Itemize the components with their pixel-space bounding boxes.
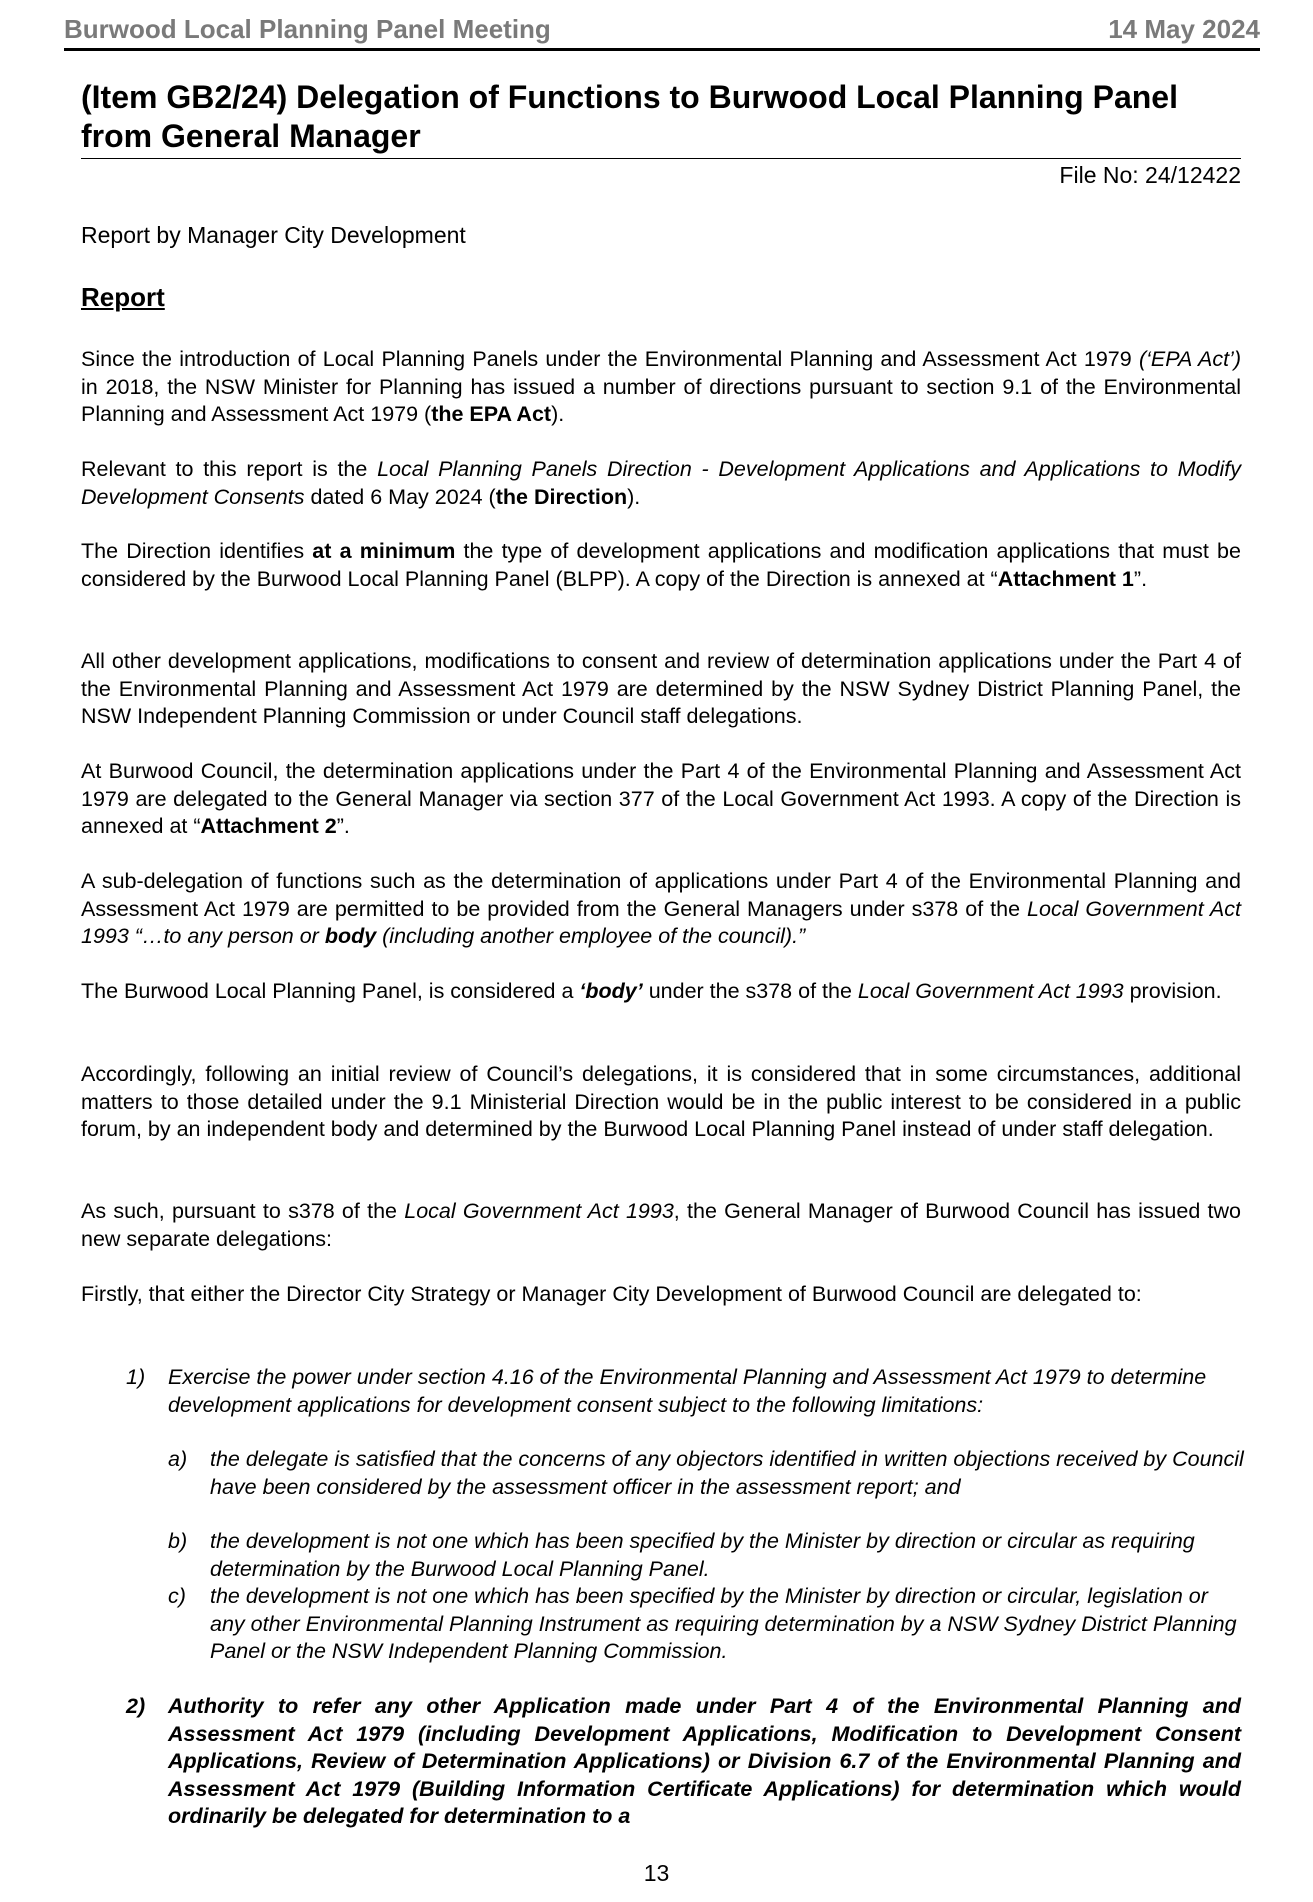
list-item [126,1364,1226,1419]
list-item-text: the development is not one which has been specified by the Minister by direction or circular, legislation or any other Environmental Planning Instrument as requiring determination by a NSW Sydney District Planning Panel or the NSW Independent Planning Commission. [210,1584,1237,1663]
p3-bold: at a minimum [312,539,456,563]
page-number: 13 [643,1860,670,1886]
list-item-text: Exercise the power under section 4.16 of the Environmental Planning and Assessment Act 1979 to determine development applications for development consent subject to the following limitations: [168,1365,1207,1417]
p7-bold-italic: ‘body’ [579,979,643,1003]
paragraph-9 [81,1198,1241,1253]
list-letter: c) [168,1584,186,1608]
paragraph-4: All other development applications, modifications to consent and review of determination applications under the Part 4 of the Environmental Planning and Assessment Act 1979 are determined by the NSW Sydney District Planning Panel, the NSW Independent Planning Commission or under Council staff delegations. [81,649,1241,728]
p7-text: The Burwood Local Planning Panel, is considered a [81,979,580,1003]
section-heading-report: Report [81,282,165,312]
p1-text-2: in 2018, the NSW Minister for Planning has issued a number of directions pursuant to section 9.1 of the Environmental Planning and Assessment Act 1979 ( [81,374,1241,426]
paragraph-2 [81,456,1241,511]
paragraph-5 [81,758,1241,841]
item-title: (Item GB2/24) Delegation of Functions to Burwood Local Planning Panel from General Manager [81,79,1178,154]
p6-bold-italic: body [324,924,377,948]
list-item [168,1583,1248,1666]
list-item [168,1446,1248,1501]
paragraph-10: Firstly, that either the Director City Strategy or Manager City Development of Burwood Council are delegated to: [81,1282,1142,1306]
p9-text: As such, pursuant to s378 of the [81,1199,405,1223]
p2-text-2: dated 6 May 2024 ( [304,484,496,509]
p2-text: Relevant to this report is the [81,457,378,481]
p7-text-2: under the s378 of the [642,979,858,1003]
p1-bold: the EPA Act [431,402,552,426]
meeting-date: 14 May 2024 [1108,14,1260,44]
p3-bold-2: Attachment 1 [997,566,1134,591]
p3-text-3: ”. [1133,566,1148,591]
paragraph-1 [81,346,1241,429]
paragraph-6 [81,868,1241,951]
list-number: 1) [126,1365,146,1389]
p5-text: At Burwood Council, the determination applications under the Part 4 of the Environmental Planning and Assessment Act 1979 are delegated to the General Manager via section 377 of the Local Government Act 1993. A copy of the Direction is annexed at “ [81,759,1241,838]
p2-bold: the Direction [495,484,628,509]
p6-text: A sub-delegation of functions such as the determination of applications under Part 4 of the Environmental Planning and Assessment Act 1979 are permitted to be provided from the General Managers under s378 of the [81,869,1241,921]
p1-italic: (‘EPA Act’) [1138,347,1241,371]
title-divider [81,158,1241,159]
p2-italic: Local Planning Panels Direction - Development Applications and Applications to Modify Development Consents [81,457,1241,509]
list-item-text: the development is not one which has been specified by the Minister by direction or circular as requiring determination by the Burwood Local Planning Panel. [210,1529,1195,1581]
p1-text-3: ). [551,402,565,426]
list-item-text: Authority to refer any other Application made under Part 4 of the Environmental Planning and Assessment Act 1979 (including Development Applications, Modification to Development Consent Applications, Review of Determination Applications) or Division 6.7 of the Environmental Planning and Assessment Act 1979 (Building Information Certificate Applications) for determination which would ordinarily be delegated for determination to a [168,1694,1241,1828]
paragraph-7 [81,978,1241,1006]
p5-bold: Attachment 2 [200,814,337,838]
p2-text-3: ). [627,484,641,509]
file-number: File No: 24/12422 [1059,162,1241,188]
p9-text-2: , the General Manager of Burwood Council has issued two new separate delegations: [81,1199,1241,1251]
p6-italic: Local Government Act 1993 “…to any person or [81,896,1241,948]
p6-italic-2: (including another employee of the council).” [376,924,806,948]
list-letter: b) [168,1529,188,1553]
list-letter: a) [168,1447,188,1471]
p7-italic: Local Government Act 1993 [857,979,1124,1003]
paragraph-3 [81,538,1241,593]
paragraph-8: Accordingly, following an initial review of Council’s delegations, it is considered that in some circumstances, additional matters to those detailed under the 9.1 Ministerial Direction would be in the public interest to be considered in a public forum, by an independent body and determined by the Burwood Local Planning Panel instead of under staff delegation. [81,1062,1241,1141]
report-author: Report by Manager City Development [81,222,466,248]
p3-text: The Direction identifies [81,539,313,563]
p1-text: Since the introduction of Local Planning Panels under the Environmental Planning and Assessment Act 1979 [81,347,1139,371]
p5-text-2: ”. [336,814,350,838]
page-header [64,12,1260,51]
list-item [168,1528,1248,1583]
list-item-text: the delegate is satisfied that the concerns of any objectors identified in written objections received by Council have been considered by the assessment officer in the assessment report; and [210,1447,1244,1499]
list-number: 2) [126,1694,146,1718]
meeting-name: Burwood Local Planning Panel Meeting [64,14,551,44]
p7-text-3: provision. [1123,979,1222,1003]
list-item [126,1693,1241,1831]
p9-italic: Local Government Act 1993 [404,1199,674,1223]
p3-text-2: the type of development applications and modification applications that must be considered by the Burwood Local Planning Panel (BLPP). A copy of the Direction is annexed at “ [81,539,1241,591]
